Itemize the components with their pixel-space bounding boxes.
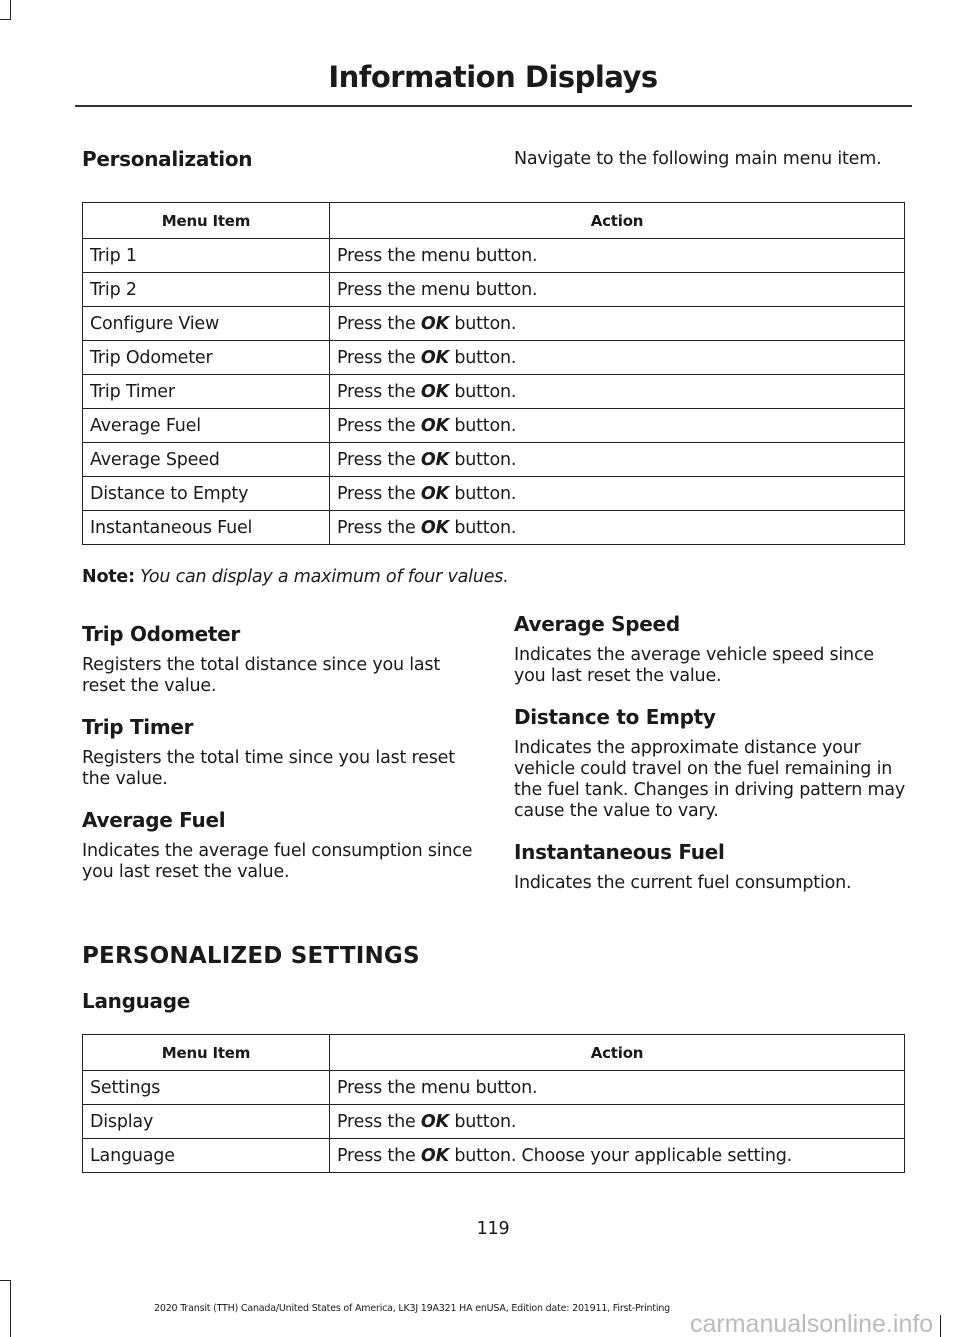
action-text-suffix: button. <box>448 483 517 504</box>
table-row <box>83 307 905 341</box>
table-row <box>83 443 905 477</box>
header-rule <box>75 105 912 107</box>
action-text: Press the menu button. <box>337 245 538 266</box>
note <box>82 567 509 588</box>
language-heading: Language <box>82 989 191 1013</box>
personalization-table <box>82 202 905 545</box>
action-cell <box>330 1139 905 1173</box>
crop-mark <box>10 1280 11 1337</box>
section-title: Instantaneous Fuel <box>514 840 725 864</box>
action-text: Press the <box>337 347 421 368</box>
action-cell <box>330 341 905 375</box>
action-text: Press the menu button. <box>337 1077 538 1098</box>
left-column <box>82 622 477 901</box>
crop-mark <box>0 19 11 20</box>
table-row <box>83 375 905 409</box>
table-header-row <box>83 1035 905 1071</box>
personalization-heading: Personalization <box>82 147 253 171</box>
table-row <box>83 477 905 511</box>
ok-button-label: OK <box>420 313 449 334</box>
action-cell <box>330 477 905 511</box>
action-cell <box>330 239 905 273</box>
action-text: Press the <box>337 415 421 436</box>
ok-button-label: OK <box>420 347 449 368</box>
section-text: Registers the total time since you last reset the value. <box>82 748 455 789</box>
ok-button-label: OK <box>420 1145 449 1166</box>
note-text: You can display a maximum of four values. <box>140 567 509 587</box>
action-text: Press the <box>337 313 421 334</box>
ok-button-label: OK <box>420 381 449 402</box>
action-cell <box>330 511 905 545</box>
action-cell <box>330 273 905 307</box>
action-text: Press the <box>337 1111 421 1132</box>
menu-item-cell: Average Speed <box>83 443 330 477</box>
action-cell <box>330 409 905 443</box>
crop-mark <box>0 1280 11 1281</box>
menu-item-cell: Trip Timer <box>83 375 330 409</box>
table-row <box>83 511 905 545</box>
action-text-suffix: button. <box>448 381 517 402</box>
action-text-suffix: button. <box>448 415 517 436</box>
menu-item-cell: Configure View <box>83 307 330 341</box>
action-text: Press the <box>337 381 421 402</box>
action-cell <box>330 1105 905 1139</box>
action-cell <box>330 1071 905 1105</box>
action-cell <box>330 307 905 341</box>
menu-item-cell: Settings <box>83 1071 330 1105</box>
table-row <box>83 1139 905 1173</box>
section-text: Indicates the approximate distance your vehicle could travel on the fuel remaining in the fuel tank. Changes in driving pattern may cause the value to vary. <box>514 738 905 821</box>
action-text-suffix: button. <box>448 347 517 368</box>
action-text-suffix: button. <box>448 313 517 334</box>
section-title: Average Fuel <box>82 808 226 832</box>
ok-button-label: OK <box>420 483 449 504</box>
table-row <box>83 239 905 273</box>
table-row <box>83 273 905 307</box>
ok-button-label: OK <box>420 1111 449 1132</box>
action-text-suffix: button. <box>448 1111 517 1132</box>
table-row <box>83 409 905 443</box>
table-header-row <box>83 203 905 239</box>
action-text: Press the <box>337 517 421 538</box>
action-cell <box>330 375 905 409</box>
watermark: carmanualsonline.info <box>690 1310 934 1337</box>
action-text: Press the <box>337 483 421 504</box>
section-title: Trip Timer <box>82 715 194 739</box>
edition-footer: 2020 Transit (TTH) Canada/United States of America, LK3J 19A321 HA enUSA, Edition date: 201911, First-Printing <box>154 1303 670 1314</box>
menu-item-cell: Instantaneous Fuel <box>83 511 330 545</box>
section-title: Average Speed <box>514 612 680 636</box>
crop-mark <box>10 0 11 20</box>
menu-item-cell: Distance to Empty <box>83 477 330 511</box>
ok-button-label: OK <box>420 517 449 538</box>
section-text: Indicates the current fuel consumption. <box>514 873 852 893</box>
personalization-intro: Navigate to the following main menu item. <box>514 149 882 169</box>
section-text: Indicates the average vehicle speed since you last reset the value. <box>514 645 874 686</box>
ok-button-label: OK <box>420 415 449 436</box>
menu-item-cell: Display <box>83 1105 330 1139</box>
action-text: Press the menu button. <box>337 279 538 300</box>
menu-item-cell: Trip Odometer <box>83 341 330 375</box>
language-table <box>82 1034 905 1173</box>
action-text: Press the <box>337 1145 421 1166</box>
table-row <box>83 1071 905 1105</box>
action-text: Press the <box>337 449 421 470</box>
table-row <box>83 341 905 375</box>
section-title: Trip Odometer <box>82 622 240 646</box>
section-text: Indicates the average fuel consumption since you last reset the value. <box>82 841 473 882</box>
column-header: Menu Item <box>83 1035 330 1071</box>
column-header: Action <box>330 1035 905 1071</box>
action-text-suffix: button. Choose your applicable setting. <box>448 1145 792 1166</box>
menu-item-cell: Average Fuel <box>83 409 330 443</box>
page-header-title: Information Displays <box>328 60 658 94</box>
personalized-settings-heading: PERSONALIZED SETTINGS <box>82 943 420 969</box>
ok-button-label: OK <box>420 449 449 470</box>
column-header: Action <box>330 203 905 239</box>
menu-item-cell: Trip 2 <box>83 273 330 307</box>
menu-item-cell: Trip 1 <box>83 239 330 273</box>
right-column <box>514 612 909 912</box>
action-text-suffix: button. <box>448 449 517 470</box>
column-header: Menu Item <box>83 203 330 239</box>
section-title: Distance to Empty <box>514 705 716 729</box>
crop-mark <box>940 1315 941 1337</box>
action-text-suffix: button. <box>448 517 517 538</box>
menu-item-cell: Language <box>83 1139 330 1173</box>
note-label: Note: <box>82 567 135 587</box>
action-cell <box>330 443 905 477</box>
page-number: 119 <box>476 1219 510 1239</box>
section-text: Registers the total distance since you last reset the value. <box>82 655 441 696</box>
table-row <box>83 1105 905 1139</box>
